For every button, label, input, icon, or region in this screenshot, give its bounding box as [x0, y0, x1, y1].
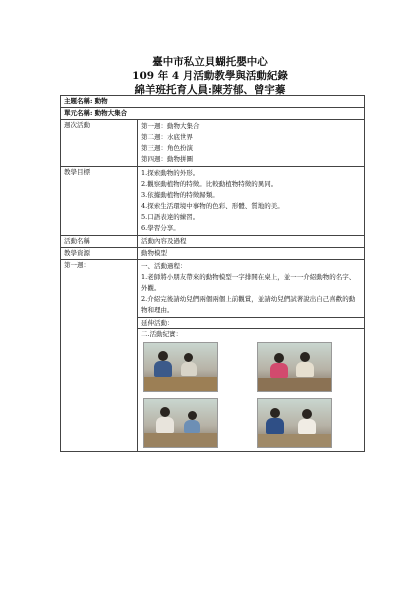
weekly-item: 第二週：水底世界 [141, 133, 193, 141]
extension-title: 延伸活動： [141, 319, 174, 327]
activity-name-label: 活動名稱 [61, 236, 138, 248]
record-title: 二.活動紀實： [141, 330, 183, 339]
record-table [60, 95, 365, 452]
activity-photo [257, 342, 332, 392]
photo-area [141, 338, 361, 450]
activity-photo [257, 398, 332, 448]
document-title: 109 年 4 月活動教學與活動紀錄 [132, 70, 288, 82]
goal-item: 1.探索動物的外形。 [141, 169, 200, 177]
goals-list [138, 167, 365, 236]
resources-label: 教學資源 [61, 248, 138, 260]
activity-photo [143, 398, 218, 448]
weekly-list [138, 120, 365, 167]
resources-value: 動物模型 [138, 248, 365, 260]
process-step-2: 2.介紹完後請幼兒們兩個兩個上前觀賞，並請幼兒們試著說出自己喜歡的動物和理由。 [141, 295, 356, 314]
record-block [138, 329, 364, 451]
process-step-1: 1.老師將小朋友帶來的動物模型一字排開在桌上，並一一介紹動物的名字、外觀。 [141, 273, 356, 292]
weekly-label: 週次活動 [61, 120, 138, 167]
weekly-item: 第三週：角色扮演 [141, 144, 193, 152]
staff-names: 綿羊班托育人員:陳芳郁、曾宇蓁 [134, 84, 286, 96]
goals-label: 教學目標 [61, 167, 138, 236]
weekly-item: 第一週：動物大集合 [141, 122, 200, 130]
activity-name-value: 活動內容及過程 [138, 236, 365, 248]
goal-item: 3.依據動植物的特徵歸類。 [141, 191, 219, 199]
goal-item: 5.口語表達的練習。 [141, 213, 200, 221]
week1-content [138, 260, 365, 452]
extension-block [138, 318, 364, 329]
goal-item: 2.觀察動植物的特徵。比較動植物特徵的異同。 [141, 180, 278, 188]
theme-name: 主題名稱: 動物 [61, 96, 365, 108]
unit-name: 單元名稱: 動物大集合 [61, 108, 365, 120]
week1-label: 第一週： [61, 260, 138, 452]
weekly-item: 第四週：動物拼圖 [141, 155, 193, 163]
goal-item: 4.探索生活環境中事物的色彩、形體、質地的美。 [141, 202, 284, 210]
activity-photo [143, 342, 218, 392]
process-block [138, 260, 364, 318]
process-title: 一、活動過程： [141, 262, 187, 270]
goal-item: 6.學習分享。 [141, 224, 180, 232]
center-name: 臺中市私立貝蝴托嬰中心 [152, 56, 268, 68]
